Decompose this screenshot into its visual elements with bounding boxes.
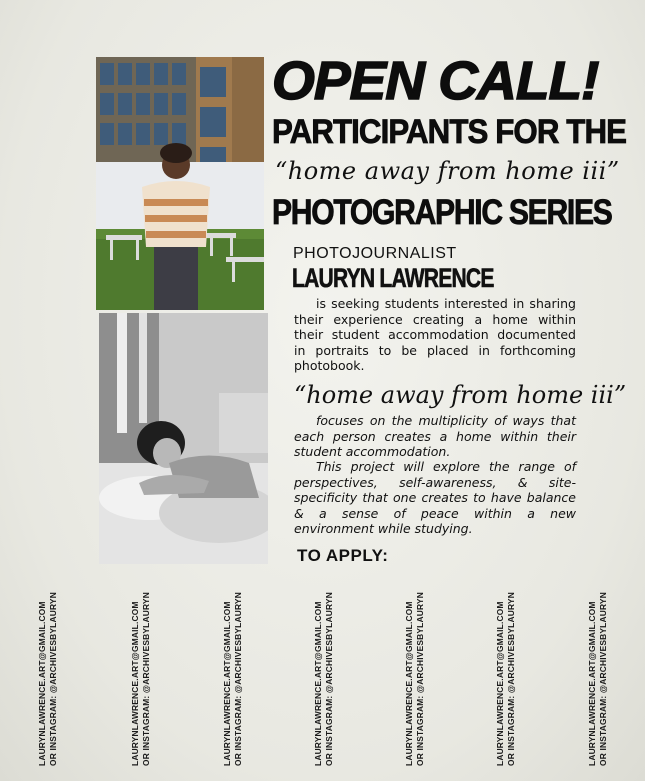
project-text: This project will explore the range of perspectives, self-awareness, & site-specificity that one creates to have balance & a sense of peace within a new environment while studying.	[294, 459, 576, 536]
tear-off-tab[interactable]	[37, 592, 65, 766]
tab-instagram: OR INSTAGRAM: @ARCHIVESBYLAURYN	[141, 592, 151, 766]
portrait-photo-rooftop	[96, 57, 264, 310]
focus-text: focuses on the multiplicity of ways that each person creates a home within their student accommodation.	[294, 413, 576, 459]
tab-email: LAURYNLAWRENCE.ART@GMAIL.COM	[37, 601, 47, 766]
tab-instagram: OR INSTAGRAM: @ARCHIVESBYLAURYN	[48, 592, 58, 766]
tab-email: LAURYNLAWRENCE.ART@GMAIL.COM	[130, 601, 140, 766]
photographer-name: LAURYN LAWRENCE	[292, 263, 494, 293]
to-apply-label: TO APPLY:	[297, 546, 389, 565]
tab-email: LAURYNLAWRENCE.ART@GMAIL.COM	[404, 601, 414, 766]
portrait-photo-bedroom	[99, 313, 268, 564]
headline-open-call: OPEN CALL!	[272, 51, 599, 111]
tab-instagram: OR INSTAGRAM: @ARCHIVESBYLAURYN	[598, 592, 608, 766]
tab-instagram: OR INSTAGRAM: @ARCHIVESBYLAURYN	[415, 592, 425, 766]
tear-off-tab[interactable]	[222, 592, 250, 766]
headline-participants: PARTICIPANTS FOR THE	[272, 113, 627, 151]
tab-instagram: OR INSTAGRAM: @ARCHIVESBYLAURYN	[324, 592, 334, 766]
tear-off-tab[interactable]	[495, 592, 523, 766]
project-paragraph	[294, 459, 576, 537]
intro-text: is seeking students interested in sharing their experience creating a home within their student accommodation documented in portraits to be placed in forthcoming photobook.	[294, 296, 576, 373]
tear-off-tab[interactable]	[313, 592, 341, 766]
tear-off-tab[interactable]	[130, 592, 158, 766]
tab-instagram: OR INSTAGRAM: @ARCHIVESBYLAURYN	[233, 592, 243, 766]
tab-email: LAURYNLAWRENCE.ART@GMAIL.COM	[222, 601, 232, 766]
series-name-script: “home away from home iii”	[275, 157, 620, 185]
series-name-script-2: “home away from home iii”	[294, 381, 627, 409]
tab-email: LAURYNLAWRENCE.ART@GMAIL.COM	[587, 601, 597, 766]
headline-photographic-series: PHOTOGRAPHIC SERIES	[272, 193, 612, 232]
focus-paragraph	[294, 413, 576, 460]
tab-email: LAURYNLAWRENCE.ART@GMAIL.COM	[495, 601, 505, 766]
intro-paragraph	[294, 296, 576, 374]
photographer-role: PHOTOJOURNALIST	[293, 245, 457, 262]
tab-instagram: OR INSTAGRAM: @ARCHIVESBYLAURYN	[506, 592, 516, 766]
tear-off-tab[interactable]	[587, 592, 615, 766]
tab-email: LAURYNLAWRENCE.ART@GMAIL.COM	[313, 601, 323, 766]
tear-off-tab[interactable]	[404, 592, 432, 766]
